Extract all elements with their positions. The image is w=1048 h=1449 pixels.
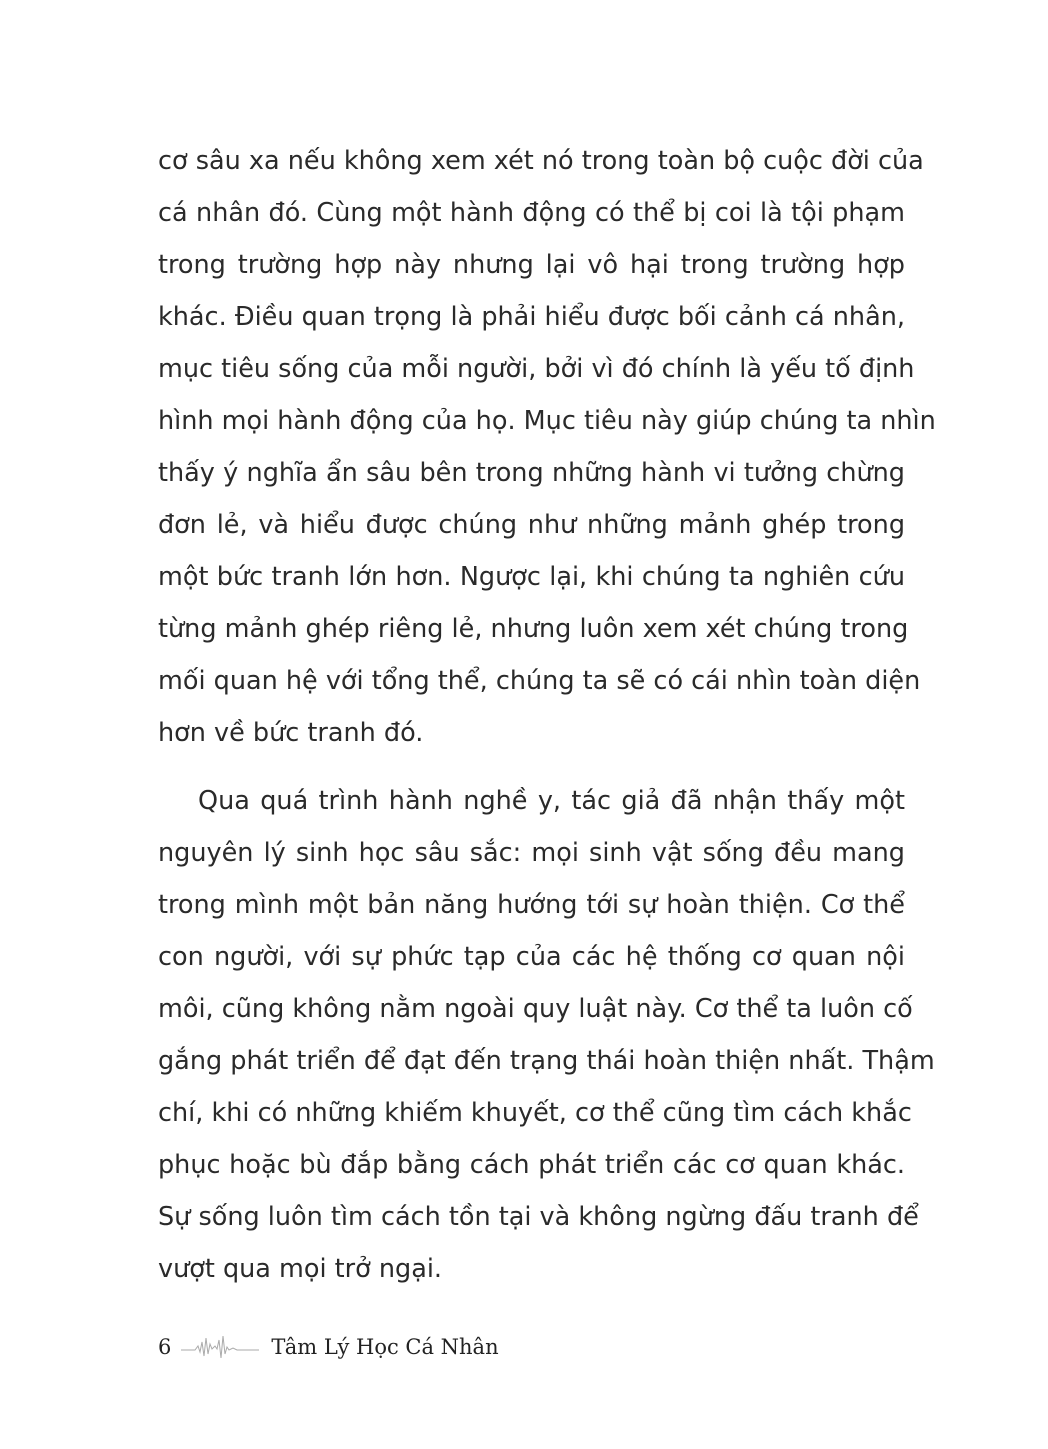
text-line: mục tiêu sống của mỗi người, bởi vì đó chính là yếu tố định — [158, 354, 915, 384]
text-line: môi, cũng không nằm ngoài quy luật này. Cơ thể ta luôn cố — [158, 994, 913, 1024]
page-number: 6 — [158, 1335, 172, 1359]
heartbeat-wave-icon — [181, 1332, 259, 1362]
text-line: hơn về bức tranh đó. — [158, 718, 424, 748]
text-line: một bức tranh lớn hơn. Ngược lại, khi chúng ta nghiên cứu — [158, 562, 905, 592]
text-line: nguyên lý sinh học sâu sắc: mọi sinh vật sống đều mang — [158, 838, 905, 868]
text-line: thấy ý nghĩa ẩn sâu bên trong những hành vi tưởng chừng — [158, 458, 905, 488]
text-line: khác. Điều quan trọng là phải hiểu được bối cảnh cá nhân, — [158, 302, 905, 332]
page-footer — [158, 1332, 499, 1362]
paragraph-2 — [158, 781, 935, 1301]
text-line: chí, khi có những khiếm khuyết, cơ thể cũng tìm cách khắc — [158, 1098, 912, 1128]
text-line: con người, với sự phức tạp của các hệ thống cơ quan nội — [158, 942, 905, 972]
book-title: Tâm Lý Học Cá Nhân — [271, 1335, 499, 1359]
text-line: từng mảnh ghép riêng lẻ, nhưng luôn xem xét chúng trong — [158, 614, 909, 644]
text-line: Sự sống luôn tìm cách tồn tại và không ngừng đấu tranh để — [158, 1202, 919, 1232]
text-line: phục hoặc bù đắp bằng cách phát triển các cơ quan khác. — [158, 1150, 905, 1180]
text-line: Qua quá trình hành nghề y, tác giả đã nhận thấy một — [198, 786, 905, 816]
text-line: mối quan hệ với tổng thể, chúng ta sẽ có cái nhìn toàn diện — [158, 666, 921, 696]
text-line: hình mọi hành động của họ. Mục tiêu này giúp chúng ta nhìn — [158, 406, 936, 436]
text-line: trong trường hợp này nhưng lại vô hại trong trường hợp — [158, 250, 905, 280]
paragraph-1 — [158, 141, 936, 765]
text-line: đơn lẻ, và hiểu được chúng như những mảnh ghép trong — [158, 510, 905, 540]
text-line: cơ sâu xa nếu không xem xét nó trong toàn bộ cuộc đời của — [158, 146, 924, 176]
text-line: gắng phát triển để đạt đến trạng thái hoàn thiện nhất. Thậm — [158, 1046, 935, 1076]
text-line: cá nhân đó. Cùng một hành động có thể bị coi là tội phạm — [158, 198, 905, 228]
text-line: trong mình một bản năng hướng tới sự hoàn thiện. Cơ thể — [158, 890, 905, 920]
text-line: vượt qua mọi trở ngại. — [158, 1254, 443, 1284]
